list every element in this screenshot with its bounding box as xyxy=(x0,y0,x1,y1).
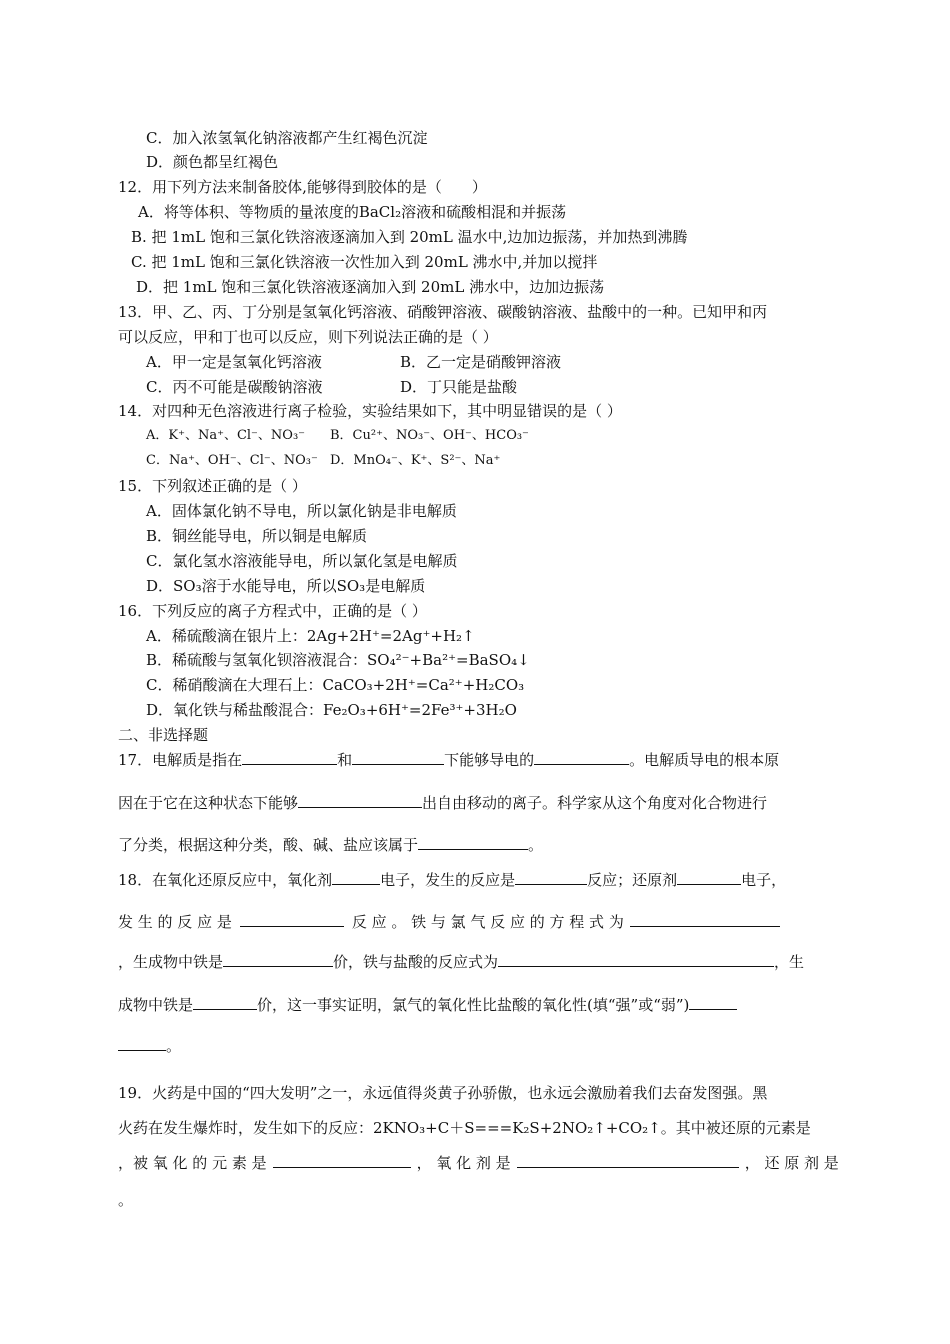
q18-line1 xyxy=(118,870,786,890)
q14-option-b: B．Cu²⁺、NO₃⁻、OH⁻、HCO₃⁻ xyxy=(330,428,529,443)
q17-blank-5[interactable] xyxy=(418,835,528,850)
q15-option-c: C．氯化氢水溶液能导电，所以氯化氢是电解质 xyxy=(146,552,458,570)
q19-line2: 火药在发生爆炸时，发生如下的反应：2KNO₃+C＋S===K₂S+2NO₂↑+CO₂↑。其中被还原的元素是 xyxy=(118,1119,811,1137)
q12-option-d: D．把 1mL 饱和三氯化铁溶液逐滴加入到 20mL 沸水中，边加边振荡 xyxy=(136,278,605,296)
q17-blank-3[interactable] xyxy=(534,750,629,765)
q18-text-f: 反 应 。 铁 与 氯 气 反 应 的 方 程 式 为 xyxy=(351,913,624,931)
q19-line1: 19．火药是中国的“四大发明”之一，永远值得炎黄子孙骄傲，也永远会激励着我们去奋发图强。黑 xyxy=(118,1084,768,1102)
q18-text-i: ，生 xyxy=(774,953,805,971)
q19-blank-1[interactable] xyxy=(273,1153,411,1168)
q18-blank-1[interactable] xyxy=(332,870,380,885)
q18-blank-2[interactable] xyxy=(515,870,587,885)
q18-blank-4[interactable] xyxy=(240,912,344,927)
q12-option-b: B. 把 1mL 饱和三氯化铁溶液逐滴加入到 20mL 温水中,边加边振荡，并加热到沸腾 xyxy=(131,228,688,246)
q16-option-c: C．稀硝酸滴在大理石上：CaCO₃+2H⁺=Ca²⁺+H₂CO₃ xyxy=(146,676,525,694)
q19-line3 xyxy=(118,1153,839,1173)
q12-option-c: C. 把 1mL 饱和三氯化铁溶液一次性加入到 20mL 沸水中,并加以搅拌 xyxy=(131,253,598,271)
q17-text-e: 因在于它在这种状态下能够 xyxy=(118,794,299,812)
q16-option-b: B．稀硫酸与氢氧化钡溶液混合：SO₄²⁻+Ba²⁺=BaSO₄↓ xyxy=(146,651,530,669)
q13-option-b: B．乙一定是硝酸钾溶液 xyxy=(400,353,562,371)
q19-blank-2[interactable] xyxy=(517,1153,739,1168)
q18-blank-8[interactable] xyxy=(193,995,257,1010)
q18-line2 xyxy=(118,912,780,932)
q18-text-k: 价，这一事实证明，氯气的氧化性比盐酸的氧化性(填“强”或“弱”) xyxy=(257,996,690,1014)
q13-stem-line1: 13．甲、乙、丙、丁分别是氢氧化钙溶液、硝酸钾溶液、碳酸钠溶液、盐酸中的一种。已知甲和丙 xyxy=(118,303,768,321)
q16-option-a: A．稀硫酸滴在银片上：2Ag+2H⁺=2Ag⁺+H₂↑ xyxy=(146,627,475,645)
q18-blank-7[interactable] xyxy=(498,952,774,967)
q19-text-d: ， 氧 化 剂 是 xyxy=(416,1154,511,1172)
q18-text-b: 电子，发生的反应是 xyxy=(380,871,516,889)
q14-option-c: C．Na⁺、OH⁻、Cl⁻、NO₃⁻ xyxy=(146,453,318,468)
section-heading: 二、非选择题 xyxy=(118,726,209,744)
q17-line3 xyxy=(118,835,543,855)
q12-option-a: A．将等体积、等物质的量浓度的BaCl₂溶液和硫酸相混和并振荡 xyxy=(138,203,567,221)
q17-line2 xyxy=(118,793,767,813)
q18-text-a: 18．在氧化还原反应中，氧化剂 xyxy=(118,871,333,889)
q17-blank-4[interactable] xyxy=(298,793,422,808)
q13-option-a: A．甲一定是氢氧化钙溶液 xyxy=(146,353,322,371)
q18-text-g: ，生成物中铁是 xyxy=(118,953,224,971)
q17-blank-1[interactable] xyxy=(242,750,337,765)
q17-text-c: 下能够导电的 xyxy=(444,751,535,769)
q14-stem: 14．对四种无色溶液进行离子检验，实验结果如下，其中明显错误的是（ ） xyxy=(118,402,622,420)
q18-text-c: 反应；还原剂 xyxy=(587,871,678,889)
q17-line1 xyxy=(118,750,779,770)
q18-blank-5[interactable] xyxy=(630,912,780,927)
q13-option-d: D．丁只能是盐酸 xyxy=(400,378,518,396)
q15-option-b: B．铜丝能导电，所以铜是电解质 xyxy=(146,527,368,545)
q17-text-g: 了分类，根据这种分类，酸、碱、盐应该属于 xyxy=(118,836,419,854)
q16-stem: 16．下列反应的离子方程式中，正确的是（ ） xyxy=(118,602,427,620)
q19-text-e: ， 还 原 剂 是 xyxy=(744,1154,839,1172)
q18-text-l: 。 xyxy=(166,1037,182,1055)
q17-text-b: 和 xyxy=(337,751,353,769)
q12-stem: 12．用下列方法来制备胶体,能够得到胶体的是（ ） xyxy=(118,178,487,196)
q18-text-h: 价，铁与盐酸的反应式为 xyxy=(333,953,499,971)
q19-line4: 。 xyxy=(118,1191,134,1209)
q17-text-f: 出自由移动的离子。科学家从这个角度对化合物进行 xyxy=(422,794,768,812)
q13-option-c: C．丙不可能是碳酸钠溶液 xyxy=(146,378,323,396)
q16-option-d: D．氧化铁与稀盐酸混合：Fe₂O₃+6H⁺=2Fe³⁺+3H₂O xyxy=(146,701,517,719)
q18-line4 xyxy=(118,995,737,1015)
q18-blank-9-cont[interactable] xyxy=(118,1036,166,1051)
q18-text-d: 电子， xyxy=(741,871,787,889)
q14-option-d: D．MnO₄⁻、K⁺、S²⁻、Na⁺ xyxy=(330,453,501,468)
q18-line5 xyxy=(118,1036,181,1056)
q19-text-c: ，被 氧 化 的 元 素 是 xyxy=(118,1154,267,1172)
q18-text-j: 成物中铁是 xyxy=(118,996,194,1014)
q18-blank-6[interactable] xyxy=(223,952,333,967)
q11-option-c: C．加入浓氢氧化钠溶液都产生红褐色沉淀 xyxy=(146,129,428,147)
q15-stem: 15．下列叙述正确的是（ ） xyxy=(118,477,307,495)
q18-blank-3[interactable] xyxy=(677,870,741,885)
q17-blank-2[interactable] xyxy=(352,750,444,765)
q13-stem-line2: 可以反应，甲和丁也可以反应，则下列说法正确的是（ ） xyxy=(118,328,498,346)
q17-text-d: 。电解质导电的根本原 xyxy=(629,751,780,769)
q17-text-h: 。 xyxy=(528,836,544,854)
q18-line3 xyxy=(118,952,804,972)
q18-blank-9[interactable] xyxy=(689,995,737,1010)
q15-option-a: A．固体氯化钠不导电，所以氯化钠是非电解质 xyxy=(146,502,457,520)
q17-text-a: 17．电解质是指在 xyxy=(118,751,243,769)
q15-option-d: D．SO₃溶于水能导电，所以SO₃是电解质 xyxy=(146,577,426,595)
q18-text-e: 发 生 的 反 应 是 xyxy=(118,913,232,931)
q11-option-d: D．颜色都呈红褐色 xyxy=(146,153,279,171)
q14-option-a: A．K⁺、Na⁺、Cl⁻、NO₃⁻ xyxy=(146,428,306,443)
